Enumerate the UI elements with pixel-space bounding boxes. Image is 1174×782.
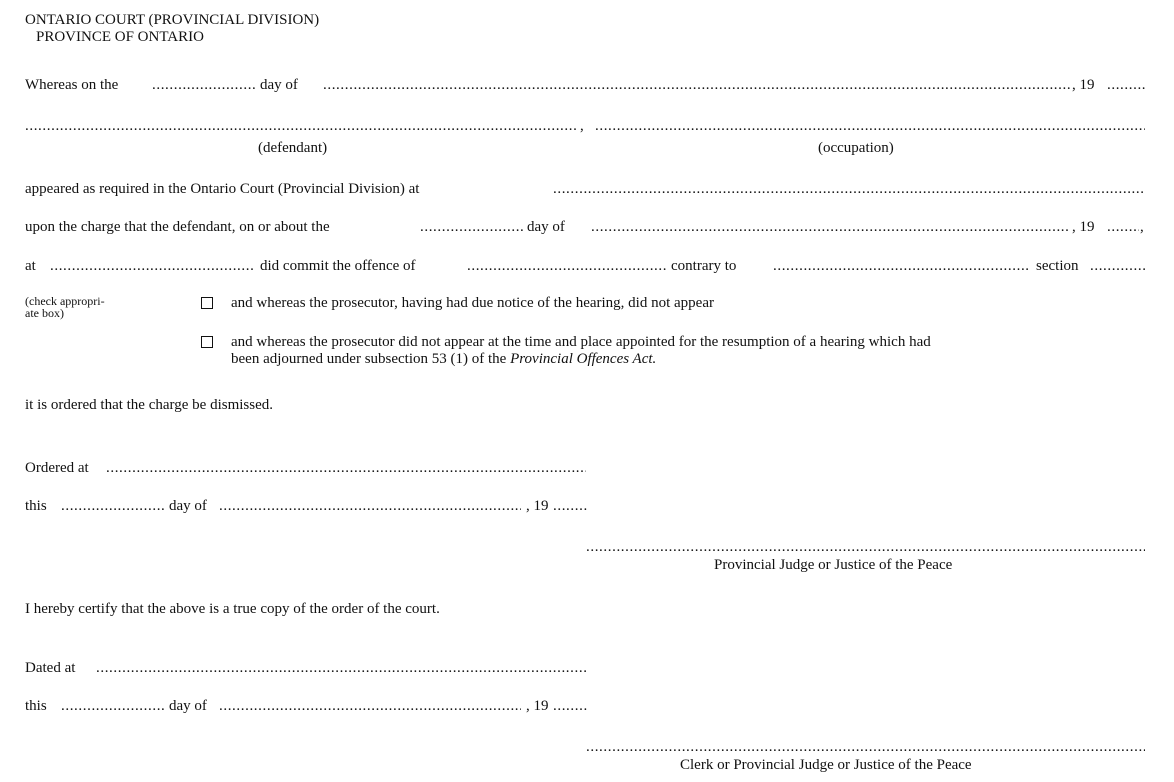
- ordered-at-label: Ordered at: [25, 460, 89, 476]
- defendant-caption: (defendant): [258, 140, 328, 156]
- clerk-signature-caption: Clerk or Provincial Judge or Justice of the Peace: [680, 757, 972, 773]
- dated-this-label: this: [25, 698, 47, 714]
- province-title: PROVINCE OF ONTARIO: [36, 29, 204, 45]
- certify-statement: I hereby certify that the above is a true copy of the order of the court.: [25, 601, 440, 617]
- month-field[interactable]: [323, 76, 1070, 94]
- offence-day-field[interactable]: [420, 218, 523, 236]
- option1-text: and whereas the prosecutor, having had due notice of the hearing, did not appear: [231, 295, 714, 311]
- occupation-caption: (occupation): [818, 140, 894, 156]
- clerk-signature-field[interactable]: [586, 738, 1145, 756]
- statute-field[interactable]: [773, 257, 1030, 275]
- day-of-label: day of: [260, 77, 298, 93]
- dismissed-statement: it is ordered that the charge be dismissed.: [25, 397, 273, 413]
- ordered-day-field[interactable]: [61, 497, 164, 515]
- offence-year-prefix: , 19: [1072, 219, 1095, 235]
- offence-year-comma: ,: [1140, 219, 1144, 235]
- defendant-field[interactable]: [25, 117, 577, 135]
- option2-prefix: been adjourned under subsection 53 (1) of the: [231, 351, 511, 367]
- year-prefix: , 19: [1072, 77, 1095, 93]
- at-label: at: [25, 258, 36, 274]
- ordered-place-field[interactable]: [106, 459, 586, 477]
- offence-name-field[interactable]: [467, 257, 666, 275]
- offence-label: did commit the offence of: [260, 258, 416, 274]
- no-appearance-checkbox[interactable]: [201, 297, 213, 309]
- ordered-year-prefix: , 19: [526, 498, 549, 514]
- day-field[interactable]: [152, 76, 255, 94]
- appeared-label: appeared as required in the Ontario Court (Provincial Division) at: [25, 181, 420, 197]
- occupation-field[interactable]: [595, 117, 1145, 135]
- offence-day-of-label: day of: [527, 219, 565, 235]
- adjourned-hearing-checkbox[interactable]: [201, 336, 213, 348]
- dated-year-prefix: , 19: [526, 698, 549, 714]
- check-hint-line2: ate box): [25, 306, 64, 320]
- check-hint-line1: (check appropri-: [25, 294, 105, 308]
- offence-place-field[interactable]: [50, 257, 255, 275]
- section-field[interactable]: [1090, 257, 1145, 275]
- ordered-year-field[interactable]: [553, 497, 587, 515]
- offence-year-field[interactable]: [1107, 218, 1139, 236]
- ordered-day-of-label: day of: [169, 498, 207, 514]
- ordered-this-label: this: [25, 498, 47, 514]
- judge-signature-field[interactable]: [586, 538, 1145, 556]
- section-label: section: [1036, 258, 1079, 274]
- dated-month-field[interactable]: [219, 697, 521, 715]
- contrary-label: contrary to: [671, 258, 737, 274]
- charge-label: upon the charge that the defendant, on or about the: [25, 219, 330, 235]
- year-field[interactable]: [1107, 76, 1145, 94]
- act-title: Provincial Offences Act.: [510, 351, 657, 367]
- dated-at-label: Dated at: [25, 660, 76, 676]
- dated-day-field[interactable]: [61, 697, 164, 715]
- court-title: ONTARIO COURT (PROVINCIAL DIVISION): [25, 12, 320, 28]
- whereas-label: Whereas on the: [25, 77, 119, 93]
- dated-place-field[interactable]: [96, 659, 586, 677]
- court-location-field[interactable]: [553, 180, 1145, 198]
- comma-separator: ,: [580, 118, 584, 134]
- option2-text-line2: [231, 350, 656, 368]
- dated-day-of-label: day of: [169, 698, 207, 714]
- option2-text-line1: and whereas the prosecutor did not appear at the time and place appointed for the resumption of a hearing which had: [231, 334, 931, 350]
- dated-year-field[interactable]: [553, 697, 587, 715]
- ordered-month-field[interactable]: [219, 497, 521, 515]
- judge-signature-caption: Provincial Judge or Justice of the Peace: [714, 557, 953, 573]
- offence-month-field[interactable]: [591, 218, 1070, 236]
